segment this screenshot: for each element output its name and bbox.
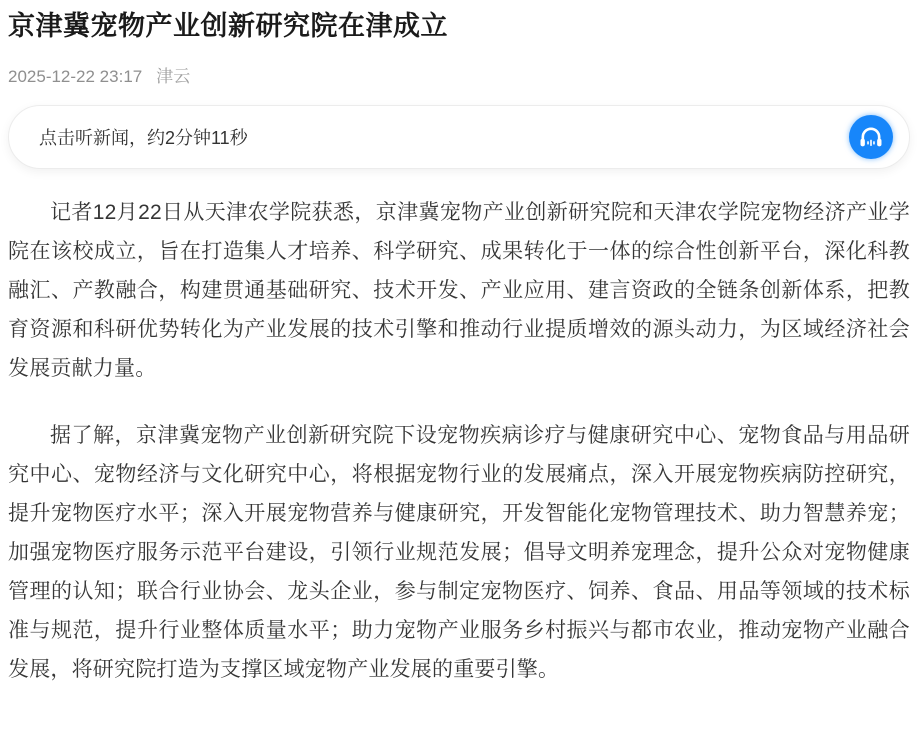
source-name: 津云 (156, 67, 191, 86)
play-audio-button[interactable] (849, 115, 893, 159)
article-body (8, 193, 910, 689)
article-paragraph: 据了解，京津冀宠物产业创新研究院下设宠物疾病诊疗与健康研究中心、宠物食品与用品研究中心、宠物经济与文化研究中心，将根据宠物行业的发展痛点，深入开展宠物疾病防控研究，提升宠物医疗水平；深入开展宠物营养与健康研究，开发智能化宠物管理技术、助力智慧养宠；加强宠物医疗服务示范平台建设，引领行业规范发展；倡导文明养宠理念，提升公众对宠物健康管理的认知；联合行业协会、龙头企业，参与制定宠物医疗、饲养、食品、用品等领域的技术标准与规范，提升行业整体质量水平；助力宠物产业服务乡村振兴与都市农业，推动宠物产业融合发展，将研究院打造为支撑区域宠物产业发展的重要引擎。 (8, 424, 910, 681)
listen-bar-label: 点击听新闻，约2分钟11秒 (39, 128, 248, 148)
publish-time: 2025-12-22 23:17 (8, 67, 143, 86)
article-meta (8, 62, 910, 87)
listen-news-bar[interactable] (8, 105, 910, 169)
article-paragraph: 记者12月22日从天津农学院获悉，京津冀宠物产业创新研究院和天津农学院宠物经济产业学院在该校成立，旨在打造集人才培养、科学研究、成果转化于一体的综合性创新平台，深化科教融汇、产教融合，构建贯通基础研究、技术开发、产业应用、建言资政的全链条创新体系，把教育资源和科研优势转化为产业发展的技术引擎和推动行业提质增效的源头动力，为区域经济社会发展贡献力量。 (8, 201, 910, 380)
headphones-icon (857, 123, 885, 151)
page-title: 京津冀宠物产业创新研究院在津成立 (8, 11, 448, 41)
